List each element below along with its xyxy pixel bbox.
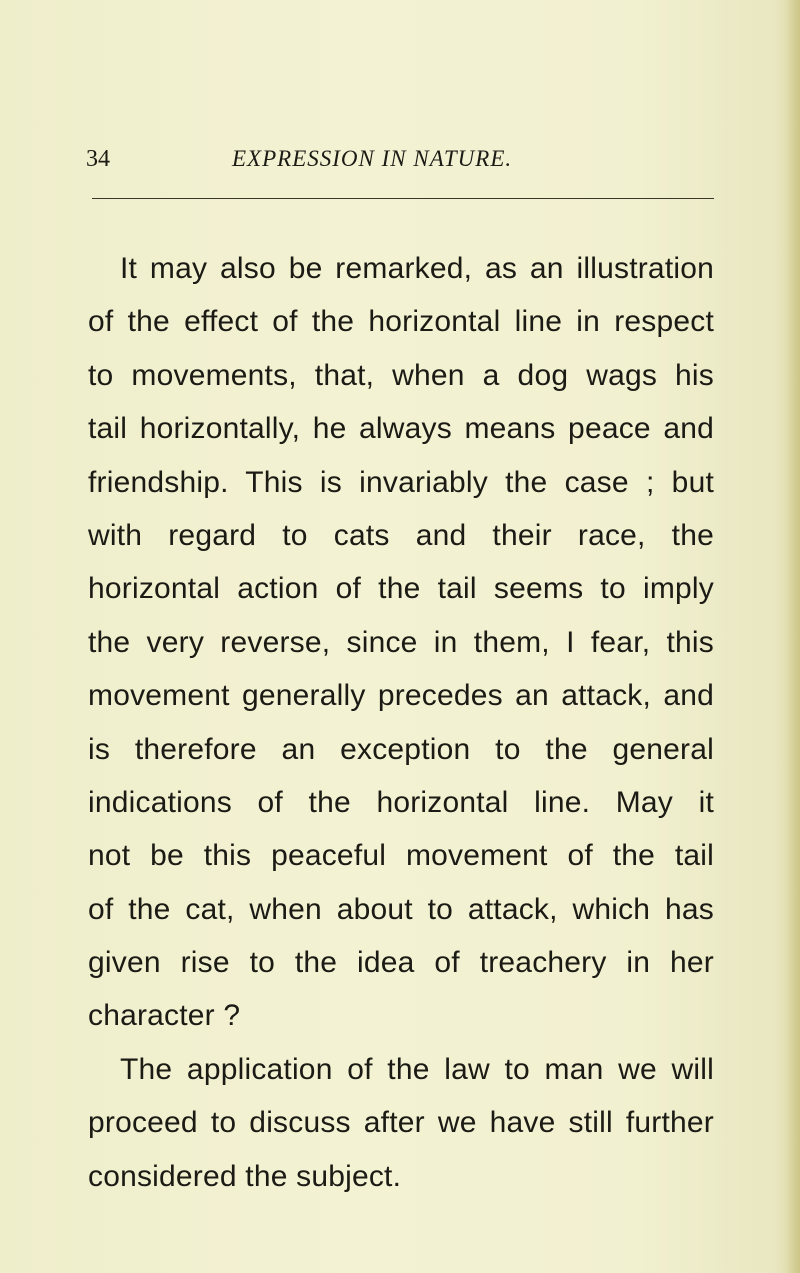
text-line: It may also be remarked, as an illustration <box>120 252 714 285</box>
text-line: proceed to discuss after we have still further <box>88 1106 714 1140</box>
text-line: of the effect of the horizontal line in respect <box>88 305 714 339</box>
text-line: not be this peaceful movement of the tail <box>88 839 714 873</box>
text-line: friendship. This is invariably the case ; but <box>88 465 714 499</box>
text-line: considered the subject. <box>88 1159 402 1193</box>
header-rule <box>92 198 714 199</box>
text-line: horizontal action of the tail seems to imply <box>88 572 714 606</box>
body-text <box>88 242 714 1203</box>
text-line: indications of the horizontal line. May it <box>88 785 714 819</box>
running-title: EXPRESSION IN NATURE. <box>232 146 513 171</box>
running-head <box>86 142 716 176</box>
text-line: character ? <box>88 999 241 1033</box>
page-number: 34 <box>86 146 110 172</box>
text-line: The application of the law to man we will <box>120 1052 714 1086</box>
text-line: given rise to the idea of treachery in her <box>88 946 714 980</box>
text-line: movement generally precedes an attack, and <box>88 679 714 713</box>
text-line: the very reverse, since in them, I fear, this <box>88 625 714 659</box>
text-line: tail horizontally, he always means peace and <box>88 412 714 446</box>
text-line: is therefore an exception to the general <box>88 732 714 766</box>
text-line: to movements, that, when a dog wags his <box>88 358 714 392</box>
text-line: with regard to cats and their race, the <box>88 518 714 552</box>
page-edge-shadow <box>786 0 800 1273</box>
text-line: of the cat, when about to attack, which has <box>88 892 714 926</box>
